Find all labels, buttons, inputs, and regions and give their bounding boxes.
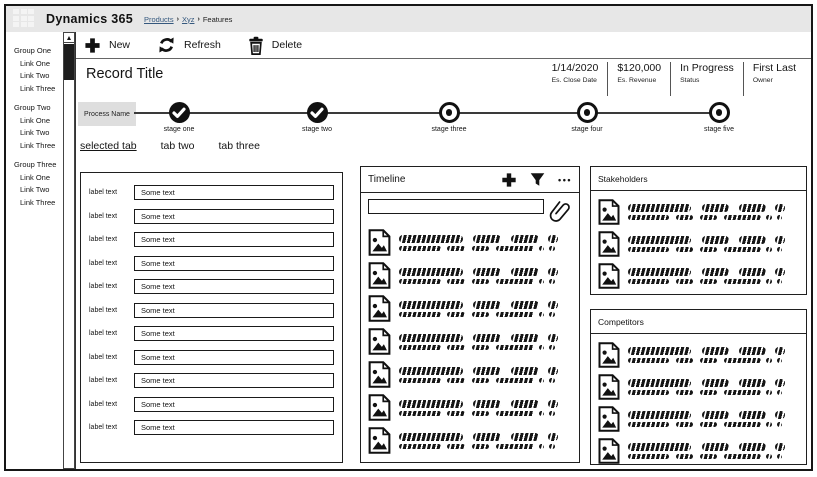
competitor-item[interactable] — [598, 406, 799, 432]
header-field-label: Es. Revenue — [617, 77, 657, 84]
stage-label: stage two — [302, 126, 332, 133]
stage-dot-icon — [584, 109, 591, 116]
refresh-button[interactable] — [157, 36, 221, 54]
record-header — [76, 59, 811, 96]
refresh-icon — [157, 36, 176, 54]
form-field-label: label text — [89, 353, 118, 361]
process-name-label: Process Name — [78, 102, 136, 126]
main-content — [75, 32, 811, 469]
form-field-label: label text — [89, 424, 118, 431]
business-process-flow — [76, 96, 811, 140]
form-row — [89, 279, 334, 294]
command-bar — [76, 32, 811, 59]
stakeholders-body — [591, 191, 806, 294]
form-row — [89, 209, 334, 224]
stakeholders-panel — [590, 166, 807, 295]
sidebar-item[interactable]: Link One — [20, 115, 51, 125]
stage-circle-icon — [307, 102, 328, 123]
timeline-entry[interactable] — [368, 262, 572, 289]
note-image-icon — [598, 263, 620, 289]
note-placeholder-text — [628, 268, 799, 284]
timeline-entry[interactable] — [368, 394, 572, 421]
timeline-title: Timeline — [368, 174, 406, 185]
competitors-header: Competitors — [591, 310, 806, 334]
competitor-item[interactable] — [598, 374, 799, 400]
sidebar-item[interactable]: Group Two — [14, 103, 51, 112]
form-text-input[interactable]: Some text — [134, 232, 334, 247]
form-panel — [80, 172, 343, 463]
stage-label: stage four — [571, 126, 603, 133]
app-title: Dynamics 365 — [46, 12, 133, 26]
form-text-input[interactable]: Some text — [134, 397, 334, 412]
form-text-input[interactable]: Some text — [134, 279, 334, 294]
sidebar-item[interactable]: Link Three — [20, 83, 56, 93]
note-image-icon — [598, 406, 620, 432]
stakeholder-item[interactable] — [598, 231, 799, 257]
new-button[interactable] — [84, 37, 130, 54]
note-image-icon — [368, 361, 391, 388]
note-image-icon — [598, 374, 620, 400]
tab-strip — [76, 140, 811, 162]
form-row — [89, 256, 334, 271]
form-text-input[interactable]: Some text — [134, 420, 334, 435]
note-image-icon — [598, 231, 620, 257]
form-text-input[interactable]: Some text — [134, 209, 334, 224]
form-text-input[interactable]: Some text — [134, 303, 334, 318]
vertical-scrollbar[interactable] — [63, 32, 75, 469]
note-image-icon — [368, 394, 391, 421]
form-field-label: label text — [89, 236, 118, 243]
sidebar-item[interactable]: Link One — [20, 172, 51, 182]
timeline-body — [361, 193, 579, 462]
form-text-input[interactable]: Some text — [134, 256, 334, 271]
form-row — [89, 373, 334, 388]
form-field-label: label text — [89, 400, 118, 408]
timeline-panel — [360, 166, 580, 463]
form-row — [89, 303, 334, 318]
stakeholder-item[interactable] — [598, 199, 799, 225]
form-row — [89, 397, 334, 412]
note-placeholder-text — [628, 347, 799, 363]
form-text-input[interactable]: Some text — [134, 350, 334, 365]
app-window — [4, 4, 813, 471]
stage-label: stage five — [704, 126, 734, 133]
header-field — [607, 62, 670, 96]
process-stage[interactable] — [157, 102, 201, 133]
note-placeholder-text — [628, 411, 799, 427]
stage-circle-icon — [577, 102, 598, 123]
scrollbar-thumb[interactable] — [64, 44, 74, 80]
header-field-value: $120,000 — [617, 62, 662, 74]
note-image-icon — [368, 328, 391, 355]
breadcrumb-separator: › — [197, 15, 200, 23]
competitors-panel — [590, 309, 807, 465]
header-field-value: 1/14/2020 — [551, 62, 599, 74]
form-field-label: label text — [89, 259, 118, 267]
stage-circle-icon — [169, 102, 190, 123]
note-placeholder-text — [628, 443, 799, 459]
header-field — [670, 62, 743, 96]
form-text-input[interactable]: Some text — [134, 373, 334, 388]
scroll-up-button[interactable] — [64, 33, 74, 43]
stage-label: stage three — [431, 126, 467, 133]
form-row — [89, 232, 334, 247]
trash-icon — [248, 36, 264, 55]
form-row — [89, 185, 334, 200]
breadcrumb-link-xyz[interactable]: Xyz — [181, 14, 195, 24]
record-title: Record Title — [86, 66, 164, 82]
new-button-label: New — [109, 39, 131, 51]
tab[interactable]: tab two — [160, 140, 195, 152]
arrow-up-icon — [67, 36, 71, 40]
filter-funnel-icon[interactable] — [530, 172, 545, 187]
plus-icon — [84, 37, 101, 54]
right-column — [590, 166, 807, 463]
note-placeholder-text — [628, 379, 799, 395]
timeline-entry[interactable] — [368, 427, 572, 454]
note-placeholder-text — [628, 204, 799, 220]
delete-button[interactable] — [248, 36, 302, 55]
stage-dot-icon — [716, 109, 723, 116]
paperclip-attachment-icon[interactable] — [548, 197, 572, 223]
timeline-entry[interactable] — [368, 229, 572, 256]
header-field-value: First Last — [752, 62, 796, 74]
note-image-icon — [368, 295, 391, 322]
header-field-label: Es. Close Date — [551, 77, 597, 84]
sidebar-item[interactable]: Group One — [14, 46, 52, 55]
competitor-item[interactable] — [598, 342, 799, 368]
check-icon — [172, 107, 186, 119]
sidebar-item[interactable]: Link Two — [20, 71, 50, 80]
add-timeline-entry-plus-icon[interactable] — [501, 172, 517, 188]
app-launcher-waffle-icon[interactable] — [13, 9, 37, 29]
competitor-item[interactable] — [598, 438, 799, 464]
header-field-label: Owner — [752, 77, 773, 84]
sidebar-item[interactable]: Link Two — [20, 185, 50, 194]
note-placeholder-text — [399, 334, 572, 350]
form-row — [89, 350, 334, 365]
form-text-input[interactable]: Some text — [134, 326, 334, 341]
tab[interactable]: selected tab — [80, 140, 137, 152]
refresh-button-label: Refresh — [184, 39, 221, 51]
stage-circle-icon — [439, 102, 460, 123]
form-row — [89, 420, 334, 435]
form-field-label: label text — [89, 189, 118, 196]
header-field — [743, 62, 805, 96]
form-text-input[interactable]: Some text — [134, 185, 334, 200]
form-field-label: label text — [89, 377, 118, 384]
note-placeholder-text — [399, 400, 572, 416]
timeline-entry[interactable] — [368, 295, 572, 322]
stage-circle-icon — [709, 102, 730, 123]
note-image-icon — [598, 342, 620, 368]
timeline-entry[interactable] — [368, 328, 572, 355]
competitors-body — [591, 334, 806, 464]
note-placeholder-text — [399, 235, 572, 251]
note-image-icon — [368, 229, 391, 256]
left-nav — [6, 32, 63, 469]
note-placeholder-text — [399, 433, 572, 449]
form-field-label: label text — [89, 330, 118, 337]
form-field-label: label text — [89, 212, 118, 220]
more-commands-ellipsis-icon[interactable]: ••• — [558, 174, 572, 185]
header-field-value: In Progress — [680, 62, 734, 74]
content-panels — [76, 162, 811, 469]
header-field — [543, 62, 608, 96]
form-field-label: label text — [89, 306, 118, 314]
breadcrumb-link-products[interactable]: Products — [144, 14, 174, 24]
tab[interactable]: tab three — [218, 140, 260, 152]
form-field-label: label text — [89, 283, 118, 290]
sidebar-item[interactable]: Link Two — [20, 128, 50, 137]
note-image-icon — [368, 262, 391, 289]
top-bar — [6, 6, 811, 32]
stakeholders-header: Stakeholders — [591, 167, 806, 191]
process-stage[interactable] — [565, 102, 609, 133]
process-stage[interactable] — [295, 102, 339, 133]
sidebar-item[interactable]: Group Three — [14, 160, 57, 169]
note-image-icon — [368, 427, 391, 454]
stage-label: stage one — [163, 126, 195, 133]
sidebar-item[interactable]: Link Three — [20, 140, 56, 150]
delete-button-label: Delete — [271, 39, 303, 51]
note-placeholder-text — [628, 236, 799, 252]
timeline-header — [361, 167, 579, 193]
process-stage[interactable] — [427, 102, 471, 133]
stage-dot-icon — [446, 109, 453, 116]
note-image-icon — [598, 199, 620, 225]
header-fields — [543, 62, 805, 96]
sidebar-item[interactable]: Link One — [20, 58, 51, 68]
breadcrumb-separator: › — [176, 15, 179, 23]
header-field-label: Status — [680, 77, 700, 84]
note-placeholder-text — [399, 268, 572, 284]
check-icon — [310, 107, 324, 119]
breadcrumb-current: Features — [202, 14, 233, 24]
timeline-entry[interactable] — [368, 361, 572, 388]
breadcrumb — [144, 15, 232, 24]
note-placeholder-text — [399, 301, 572, 317]
note-placeholder-text — [399, 367, 572, 383]
note-image-icon — [598, 438, 620, 464]
timeline-note-input[interactable] — [368, 199, 544, 214]
sidebar-item[interactable]: Link Three — [20, 197, 56, 207]
process-stage[interactable] — [697, 102, 741, 133]
form-row — [89, 326, 334, 341]
stakeholder-item[interactable] — [598, 263, 799, 289]
